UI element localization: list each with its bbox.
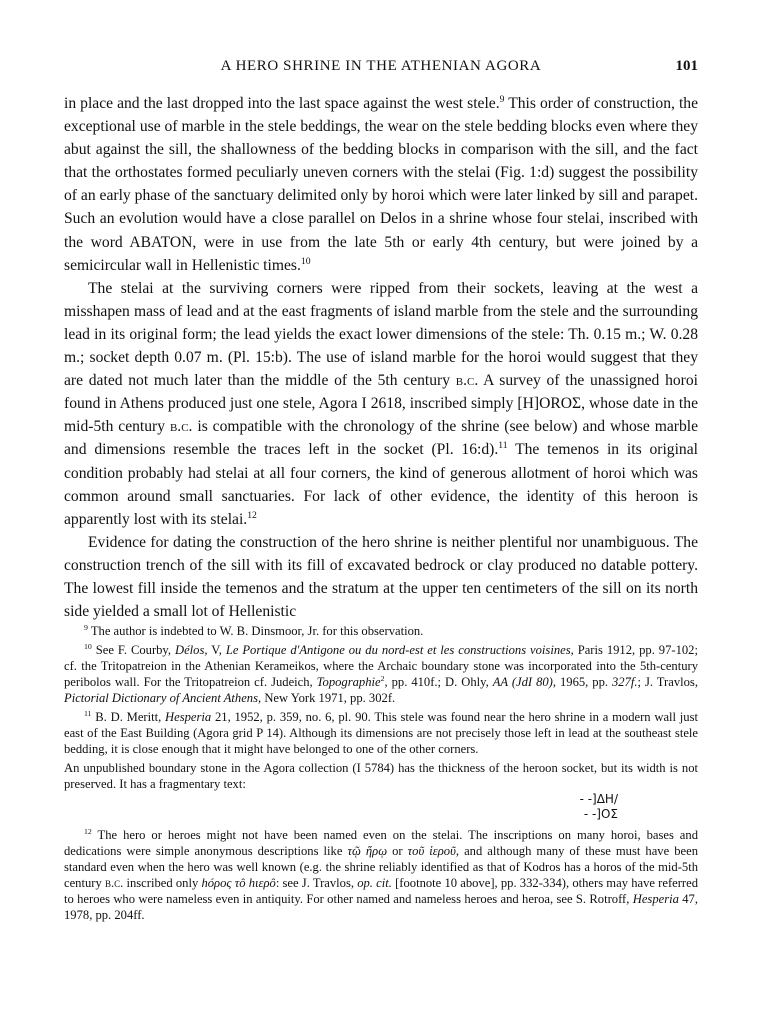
citation-title: Hesperia [632, 892, 679, 906]
era-abbreviation: b.c. [455, 372, 479, 390]
paragraph-2-text: The stelai at the surviving corners were ripped from their sockets, leaving at the west a misshapen mass of lead and at the east fragments of island marble from the stele and the surrounding lead in its original form; the lead yields the exact lower dimensions of the stele: Th. 0.15 m.; W. 0.28 m.; socket depth 0.07 m. (Pl. 15:b). The use of island marble for the horoi would suggest that they are dated not much later than the middle of the 5th century [64, 279, 698, 390]
paragraph-1 [64, 92, 698, 277]
footnote-text: [footnote 10 above], pp. 332-334), others may have referred to heroes who were nameless even in antiquity. For other named and nameless heroes and heroa, see S. Rotroff, [64, 876, 699, 906]
paragraph-2-text: is compatible with the chronology of the shrine (see below) and whose marble and dimensions resemble the traces left in the socket (Pl. 16:d). [64, 418, 698, 459]
footnote-text: ; J. Travlos, [637, 675, 698, 689]
footnote-number: 9 [84, 622, 88, 632]
running-header [64, 58, 698, 80]
greek-phrase: τῷ ἥρῳ [347, 844, 388, 858]
footnote-text: inscribed only [123, 876, 202, 890]
footnote-text: 21, 1952, p. 359, no. 6, pl. 90. This stele was found near the hero shrine in a modern wall just east of the East Building (Agora grid P 14). Although its dimensions are not precisely those left in lead at the southeast stele bedding, it is close enough that it might have belonged to one of the other corners. [64, 710, 698, 756]
citation-pages: 327f. [612, 675, 638, 689]
paragraph-3-text: Evidence for dating the construction of the hero shrine is neither plentiful nor unambiguous. The construction trench of the sill with its fill of excavated bedrock or clay produced no datable pottery. The lowest fill inside the temenos and the stratum at the upper ten centimeters of the sill on its north side yielded a small lot of Hellenistic [64, 533, 698, 621]
footnote-ref-11: 11 [498, 440, 508, 452]
footnote-text: : see J. Travlos, [275, 876, 358, 890]
greek-phrase: τοῦ ἱεροῦ [407, 844, 456, 858]
inscription-line: - -]OΣ [583, 807, 618, 821]
greek-phrase: hóρος τô hιερô [201, 876, 276, 890]
citation-title: AA (JdI 80) [492, 675, 553, 689]
paragraph-3 [64, 531, 698, 623]
footnote-text: Paris 1912, pp. 97-102; cf. the Tritopatreion in the Athenian Kerameikos, where the Archaic boundary stone was incorporated into the 5th-century peribolos wall. For the Tritopatreion cf. Judeich, [64, 643, 698, 689]
footnote-text: or [387, 844, 408, 858]
running-title: A HERO SHRINE IN THE ATHENIAN AGORA [220, 58, 542, 74]
footnote-number: 10 [84, 641, 92, 651]
citation-title: Hesperia [165, 710, 212, 724]
footnote-text: New York 1971, pp. 302f. [261, 691, 396, 705]
footnote-text: See F. Courby, [91, 643, 175, 657]
citation-title: Le Portique d'Antigone ou du nord-est et les constructions voisines, [225, 643, 574, 657]
paragraph-2-text: The temenos in its original condition probably had stelai at all four corners, the kind of generous allotment of horoi which was common around small sanctuaries. For lack of other evidence, the identity of this heroon is apparently lost with its stelai. [64, 441, 698, 528]
paragraph-1-text: This order of construction, the exceptional use of marble in the stele beddings, the wear on the stele bedding blocks even where they abut against the sill, the shallowness of the bedding blocks in comparison with the sill, and the fact that the orthostates formed peculiarly uneven corners with the stelai (Fig. 1:d) suggest the possibility of an early phase of the sanctuary delimited only by horoi which were later linked by sill and parapet. Such an evolution would have a close parallel on Delos in a shrine whose four stelai, inscribed with the word ABATON, were in use from the late 5th or early 4th century, but were joined by a semicircular wall in Hellenistic times. [64, 95, 698, 274]
footnote-text: The hero or heroes might not have been named even on the stelai. The inscriptions on many horoi, bases and dedications were simple anonymous descriptions like [64, 828, 698, 858]
citation-abbreviation: op. cit. [357, 876, 392, 890]
citation-title: Délos, [175, 643, 208, 657]
footnote-11 [64, 709, 698, 757]
edition-superscript: 2 [380, 673, 385, 683]
footnote-text: The author is indebted to W. B. Dinsmoor, Jr. for this observation. [87, 624, 424, 638]
footnote-ref-9: 9 [499, 93, 505, 105]
inscription-line: - -]ΔH/ [579, 792, 618, 806]
body-text [64, 92, 698, 623]
inscription-fragment [64, 792, 698, 822]
citation-title: Topographie [316, 675, 381, 689]
footnote-9 [64, 623, 698, 639]
footnote-12 [64, 827, 698, 923]
footnote-11-continuation: An unpublished boundary stone in the Agora collection (I 5784) has the thickness of the heroon socket, but its width is not preserved. It has a fragmentary text: [64, 761, 698, 791]
era-abbreviation: b.c. [169, 418, 193, 436]
footnote-text: B. D. Meritt, [91, 710, 166, 724]
footnote-text: , pp. 410f.; D. Ohly, [384, 675, 493, 689]
footnote-number: 11 [84, 708, 92, 718]
era-abbreviation: b.c. [104, 876, 124, 890]
footnotes [64, 623, 698, 926]
footnote-number: 12 [84, 826, 92, 836]
citation-title: Pictorial Dictionary of Ancient Athens, [64, 691, 262, 705]
page-number: 101 [675, 58, 698, 74]
paragraph-2 [64, 277, 698, 531]
footnote-ref-12: 12 [247, 509, 257, 521]
footnote-text: 47, 1978, pp. 204ff. [64, 892, 698, 922]
paragraph-2-text: A survey of the unassigned horoi found in Athens produced just one stele, Agora I 2618, inscribed simply [H]OROΣ, whose date in the mid-5th century [64, 372, 698, 436]
footnote-text: , 1965, pp. [552, 675, 612, 689]
footnote-ref-10: 10 [300, 255, 311, 267]
paragraph-1-text: in place and the last dropped into the last space against the west stele. [64, 95, 500, 112]
footnote-text: , and although many of these must have been standard even when the hero was well known (e.g. the shrine reliably identified as that of Kodros has a horos of the mid-5th century [64, 844, 698, 890]
footnote-10 [64, 642, 698, 706]
footnote-text: V, [207, 643, 226, 657]
